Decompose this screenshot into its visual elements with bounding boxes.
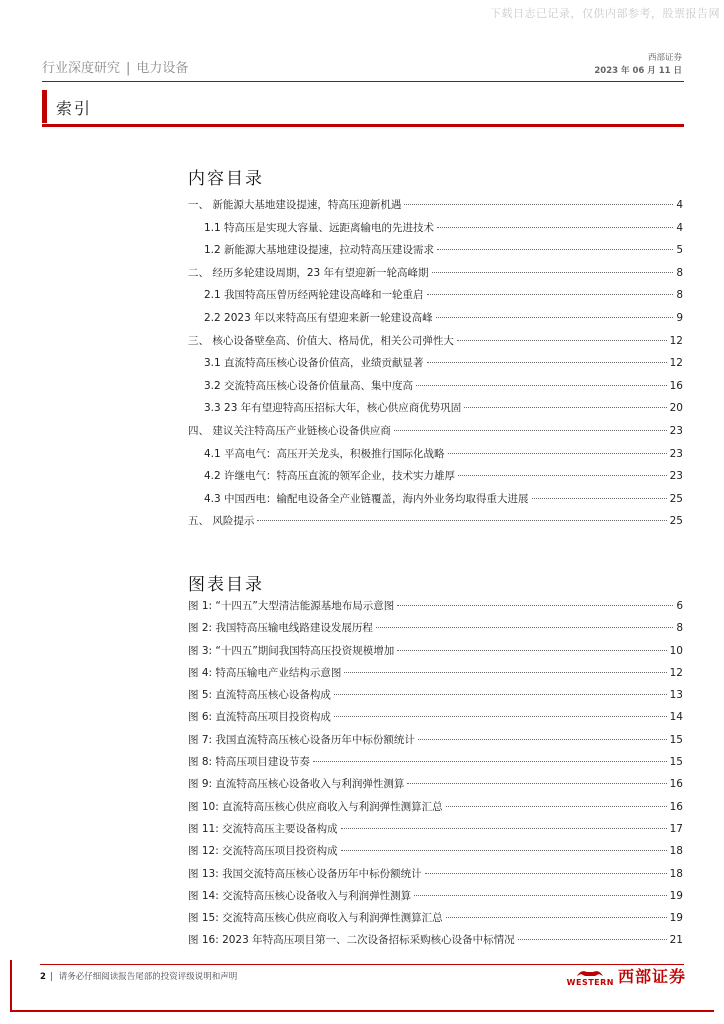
footer [40, 970, 237, 982]
category-label: 行业深度研究 [42, 61, 121, 76]
toc-entry-page: 8 [676, 266, 683, 279]
toc-entry-label: 四、 建议关注特高压产业链核心设备供应商 [188, 424, 391, 437]
toc-entry-label: 二、 经历多轮建设周期，23 年有望迎新一轮高峰期 [188, 266, 429, 279]
figure-entry-page: 8 [676, 622, 683, 635]
toc-entry[interactable] [188, 446, 683, 469]
toc-entry-page: 12 [669, 357, 683, 370]
figure-entry[interactable] [188, 754, 683, 776]
company-logo [567, 964, 686, 987]
toc-entry-page: 5 [676, 244, 683, 257]
dot-leader [446, 917, 667, 918]
figure-entry[interactable] [188, 732, 683, 754]
toc-entry-label: 2.1 我国特高压曾历经两轮建设高峰和一轮重启 [204, 289, 424, 302]
toc-entry-label: 1.1 特高压是实现大容量、远距离输电的先进技术 [204, 221, 435, 234]
toc-entry-label: 3.2 交流特高压核心设备价值量高、集中度高 [204, 379, 414, 392]
figure-entry-page: 18 [669, 845, 683, 858]
toc-entry[interactable] [188, 355, 683, 378]
figure-entry-label: 图 10: 直流特高压核心供应商收入与利润弹性测算汇总 [188, 800, 443, 813]
toc-entry-page: 25 [669, 515, 683, 528]
dot-leader [414, 895, 667, 896]
disclaimer: 请务必仔细阅读报告尾部的投资评级说明和声明 [58, 972, 238, 982]
footer-separator: | [49, 972, 53, 982]
dot-leader [418, 739, 667, 740]
toc-entry-label: 3.3 23 年有望迎特高压招标大年，核心供应商优势巩固 [204, 402, 462, 415]
figure-entry[interactable] [188, 821, 683, 843]
footer-frame-bottom [10, 1010, 714, 1012]
toc-list [188, 197, 683, 536]
sector-label: 电力设备 [136, 61, 189, 76]
dot-leader [397, 605, 673, 606]
toc-entry-page: 16 [669, 379, 683, 392]
figure-entry[interactable] [188, 665, 683, 687]
dot-leader [464, 407, 666, 408]
figure-entry[interactable] [188, 910, 683, 932]
dot-leader [518, 939, 667, 940]
dot-leader [394, 430, 667, 431]
dot-leader [425, 873, 667, 874]
figure-entry-page: 16 [669, 800, 683, 813]
header-meta [594, 52, 682, 78]
figure-entry-label: 图 13: 我国交流特高压核心设备历年中标份额统计 [188, 867, 422, 880]
toc-entry-page: 4 [676, 221, 683, 234]
figure-entry-page: 12 [669, 666, 683, 679]
toc-entry-page: 20 [669, 402, 683, 415]
toc-entry[interactable] [188, 197, 683, 220]
figure-entry-label: 图 8: 特高压项目建设节奏 [188, 756, 310, 769]
figure-entry-page: 16 [669, 778, 683, 791]
figure-entry-label: 图 12: 交流特高压项目投资构成 [188, 845, 338, 858]
figure-entry[interactable] [188, 843, 683, 865]
toc-entry[interactable] [188, 491, 683, 514]
dot-leader [341, 828, 667, 829]
figure-entry[interactable] [188, 888, 683, 910]
figure-entry-page: 19 [669, 889, 683, 902]
report-category [42, 57, 188, 76]
dot-leader [334, 694, 667, 695]
toc-entry-label: 3.1 直流特高压核心设备价值高，业绩贡献显著 [204, 357, 424, 370]
watermark: 下载日志已记录，仅供内部参考，股票报告网 [490, 7, 720, 20]
footer-frame-left [10, 960, 12, 1012]
toc-entry[interactable] [188, 242, 683, 265]
dot-leader [376, 627, 673, 628]
dot-leader [437, 249, 673, 250]
toc-entry-page: 4 [676, 199, 683, 211]
toc-entry-page: 9 [676, 311, 683, 324]
figure-entry-page: 15 [669, 756, 683, 769]
header-divider [42, 81, 684, 82]
figure-entry-label: 图 11: 交流特高压主要设备构成 [188, 822, 338, 835]
figure-entry-label: 图 15: 交流特高压核心供应商收入与利润弹性测算汇总 [188, 912, 443, 925]
section-divider [42, 124, 684, 127]
toc-entry-label: 2.2 2023 年以来特高压有望迎来新一轮建设高峰 [204, 311, 433, 324]
figure-entry[interactable] [188, 866, 683, 888]
toc-entry[interactable] [188, 265, 683, 288]
dot-leader [446, 806, 667, 807]
figure-entry[interactable] [188, 687, 683, 709]
page-number: 2 [40, 972, 46, 982]
toc-entry[interactable] [188, 310, 683, 333]
figure-entry-page: 14 [669, 711, 683, 724]
toc-entry[interactable] [188, 287, 683, 310]
toc-entry-label: 4.1 平高电气：高压开关龙头，积极推行国际化战略 [204, 447, 445, 460]
dot-leader [427, 362, 667, 363]
figure-entry-label: 图 3: “十四五”期间我国特高压投资规模增加 [188, 644, 395, 657]
toc-entry[interactable] [188, 333, 683, 356]
header-separator: | [126, 61, 131, 76]
toc-entry-label: 三、 核心设备壁垒高、价值大、格局优，相关公司弹性大 [188, 334, 454, 347]
dot-leader [437, 227, 673, 228]
report-date: 2023 年 06 月 11 日 [594, 66, 682, 76]
figure-entry-label: 图 14: 交流特高压核心设备收入与利润弹性测算 [188, 889, 412, 902]
toc-entry[interactable] [188, 468, 683, 491]
figure-entry-label: 图 7: 我国直流特高压核心设备历年中标份额统计 [188, 733, 415, 746]
toc-entry-label: 一、 新能源大基地建设提速，特高压迎新机遇 [188, 199, 402, 211]
logo-chinese: 西部证券 [617, 967, 686, 986]
toc-entry-label: 4.3 中国西电：输配电设备全产业链覆盖，海内外业务均取得重大进展 [204, 492, 529, 505]
figures-list [188, 598, 683, 955]
figure-entry[interactable] [188, 799, 683, 821]
toc-entry-page: 23 [669, 470, 683, 483]
dot-leader [397, 650, 666, 651]
figure-entry-label: 图 2: 我国特高压输电线路建设发展历程 [188, 622, 373, 635]
figure-entry-label: 图 5: 直流特高压核心设备构成 [188, 689, 331, 702]
bull-icon [575, 968, 605, 978]
header-company: 西部证券 [647, 53, 682, 63]
dot-leader [313, 761, 667, 762]
toc-entry-label: 4.2 许继电气：特高压直流的领军企业，技术实力雄厚 [204, 470, 456, 483]
section-marker [42, 90, 47, 123]
figure-entry-page: 13 [669, 689, 683, 702]
toc-entry[interactable] [188, 423, 683, 446]
toc-entry-page: 23 [669, 447, 683, 460]
toc-entry[interactable] [188, 513, 683, 536]
dot-leader [404, 204, 673, 205]
dot-leader [458, 475, 667, 476]
dot-leader [257, 520, 666, 521]
toc-entry-label: 1.2 新能源大基地建设提速，拉动特高压建设需求 [204, 244, 435, 257]
figures-title: 图表目录 [188, 575, 264, 595]
figure-entry[interactable] [188, 709, 683, 731]
figure-entry[interactable] [188, 932, 683, 954]
figure-entry-page: 6 [676, 600, 683, 612]
figure-entry[interactable] [188, 643, 683, 665]
toc-entry-label: 五、 风险提示 [188, 515, 255, 528]
figure-entry-page: 10 [669, 644, 683, 657]
dot-leader [436, 317, 674, 318]
figure-entry-label: 图 16: 2023 年特高压项目第一、二次设备招标采购核心设备中标情况 [188, 934, 515, 947]
toc-entry[interactable] [188, 400, 683, 423]
figure-entry-label: 图 9: 直流特高压核心设备收入与利润弹性测算 [188, 778, 405, 791]
logo-english: WESTERN [566, 978, 614, 987]
toc-entry-page: 12 [669, 334, 683, 347]
figure-entry[interactable] [188, 620, 683, 642]
figure-entry-page: 21 [669, 934, 683, 947]
figure-entry[interactable] [188, 776, 683, 798]
dot-leader [334, 716, 667, 717]
figure-entry-page: 18 [669, 867, 683, 880]
figure-entry[interactable] [188, 598, 683, 620]
dot-leader [448, 453, 667, 454]
toc-entry[interactable] [188, 378, 683, 401]
dot-leader [344, 672, 666, 673]
figure-entry-label: 图 6: 直流特高压项目投资构成 [188, 711, 331, 724]
logo-emblem [567, 968, 614, 987]
toc-entry-page: 23 [669, 424, 683, 437]
dot-leader [341, 850, 667, 851]
dot-leader [432, 272, 674, 273]
toc-entry-page: 8 [676, 289, 683, 302]
figure-entry-page: 19 [669, 912, 683, 925]
dot-leader [407, 783, 666, 784]
figure-entry-page: 17 [669, 822, 683, 835]
toc-entry[interactable] [188, 220, 683, 243]
figure-entry-page: 15 [669, 733, 683, 746]
section-title: 索引 [56, 99, 93, 118]
figure-entry-label: 图 4: 特高压输电产业结构示意图 [188, 666, 342, 679]
toc-title: 内容目录 [188, 169, 264, 189]
dot-leader [416, 385, 667, 386]
dot-leader [532, 498, 667, 499]
dot-leader [427, 294, 674, 295]
dot-leader [457, 340, 667, 341]
figure-entry-label: 图 1: “十四五”大型清洁能源基地布局示意图 [188, 600, 395, 612]
toc-entry-page: 25 [669, 492, 683, 505]
